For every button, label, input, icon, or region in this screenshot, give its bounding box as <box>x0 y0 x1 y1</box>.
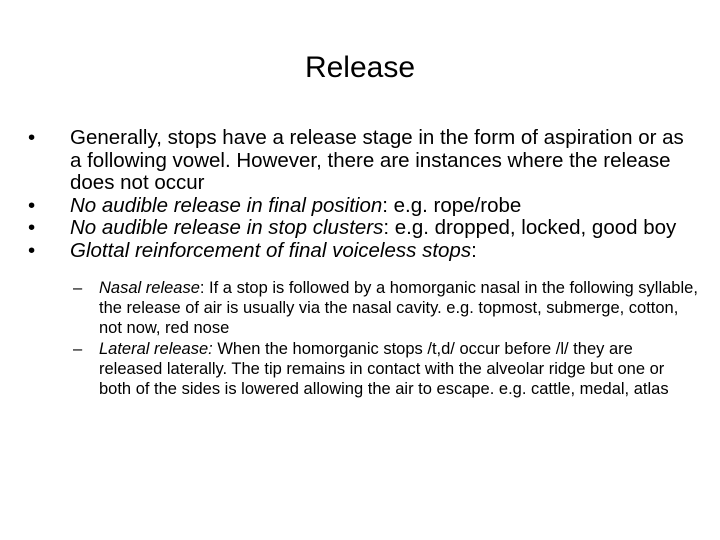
bullet-final-position <box>28 195 698 218</box>
bullet-marker: • <box>28 126 36 149</box>
bullet-marker: • <box>28 238 36 262</box>
sub-bullet-lateral-release <box>73 339 698 399</box>
sub-bullet-term: Nasal release <box>99 279 200 297</box>
sub-bullet-marker: – <box>73 340 83 358</box>
sub-bullet-text: : If a stop is followed by a homorganic nasal in the following syllable, the release of air is usually via the nasal cavity. e.g. topmost, submerge, cotton, not now, red nose <box>99 279 698 337</box>
sub-bullet-list <box>28 278 698 399</box>
bullet-text: Generally, stops have a release stage in the form of aspiration or as a following vowel. However, there are instances where the release does not occur <box>70 126 684 194</box>
bullet-glottal-reinforcement <box>28 240 698 263</box>
bullet-generally <box>28 127 698 195</box>
sub-bullet-text: When the homorganic stops /t,d/ occur before /l/ they are released laterally. The tip remains in contact with the alveolar ridge but one or both of the sides is lowered allowing the air to escape. e.g. cattle, medal, atlas <box>99 340 669 398</box>
slide-title: Release <box>304 51 416 84</box>
bullet-marker: • <box>28 216 36 239</box>
sub-bullet-term: Lateral release: <box>99 340 213 358</box>
sub-bullet-nasal-release <box>73 278 698 338</box>
bullet-text: : e.g. rope/robe <box>382 193 522 217</box>
bullet-text: : e.g. dropped, locked, good boy <box>383 216 677 239</box>
bullet-text: : <box>471 238 477 262</box>
sub-bullet-marker: – <box>73 279 83 297</box>
bullet-marker: • <box>28 193 36 217</box>
bullet-term: No audible release in final position <box>70 193 383 217</box>
bullet-stop-clusters <box>28 217 698 240</box>
bullet-term: No audible release in stop clusters <box>70 216 384 239</box>
bullet-term: Glottal reinforcement of final voiceless stops <box>70 238 472 262</box>
slide-body <box>28 127 698 400</box>
